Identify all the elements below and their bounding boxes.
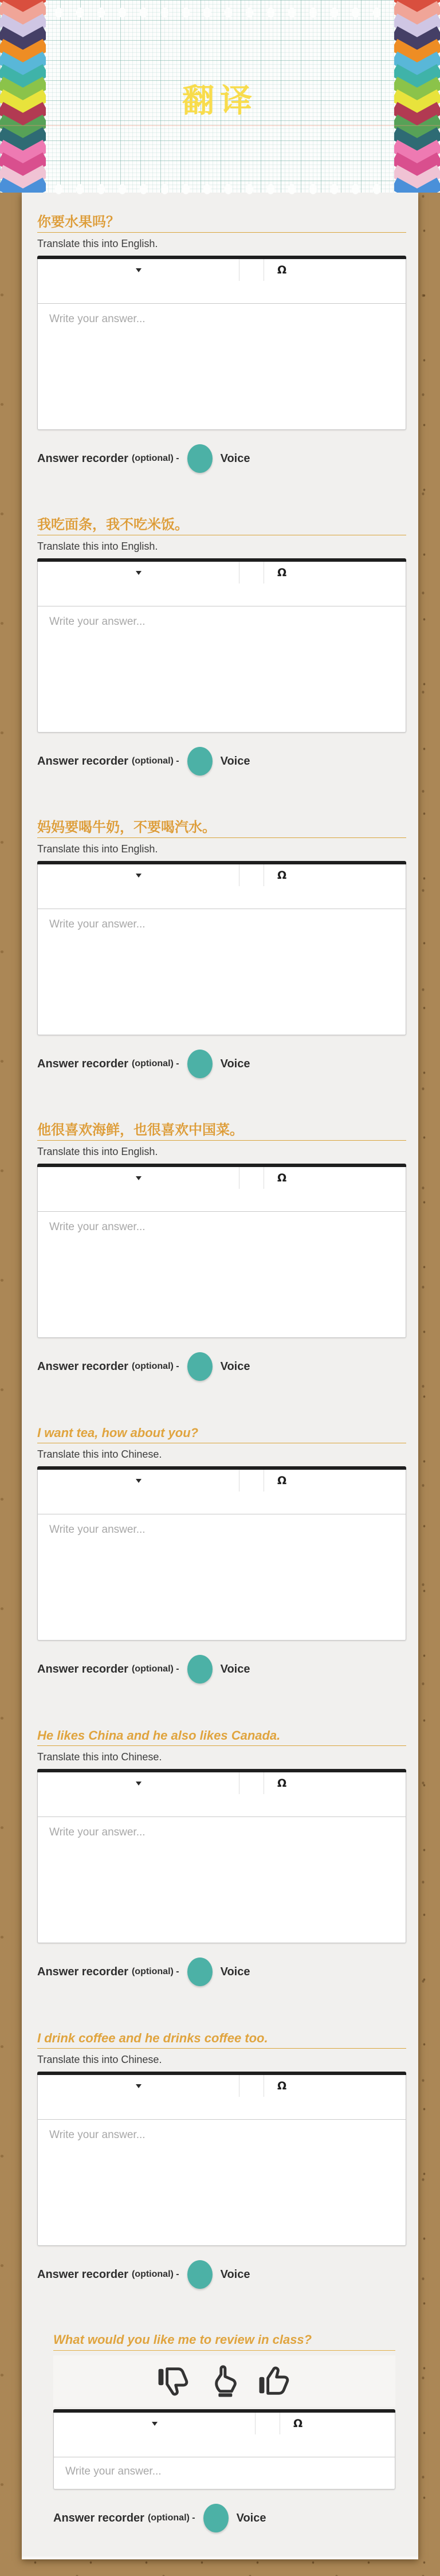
voice-record-button[interactable] (187, 1050, 213, 1078)
recorder-optional-label: (optional) - (131, 1361, 179, 1371)
recorder-label: Answer recorder (37, 1360, 128, 1373)
answer-box (53, 2409, 395, 2489)
answer-textarea[interactable] (38, 909, 406, 1035)
answer-placeholder: Write your answer... (49, 1826, 146, 1838)
paragraph-style-dropdown[interactable] (38, 259, 239, 281)
special-characters-button[interactable]: Ω (272, 259, 292, 281)
answer-box (37, 1769, 406, 1943)
question-title: 你要水果吗？ (37, 214, 120, 230)
thumbs-up-icon[interactable] (257, 2364, 293, 2398)
answer-box (37, 2072, 406, 2246)
special-characters-button[interactable]: Ω (272, 1167, 292, 1189)
worksheet-title: 翻译 (182, 83, 258, 119)
answer-textarea[interactable] (38, 304, 406, 429)
answer-placeholder: Write your answer... (49, 616, 146, 628)
recorder-label: Answer recorder (37, 1662, 128, 1675)
recorder-label: Answer recorder (37, 1057, 128, 1070)
recorder-label: Answer recorder (37, 2268, 128, 2281)
question-section (37, 1424, 406, 1684)
voice-record-button[interactable] (187, 1958, 213, 1986)
paragraph-style-dropdown[interactable] (38, 864, 239, 886)
editor-toolbar (38, 1167, 406, 1189)
question-instruction: Translate this into English. (37, 238, 158, 249)
answer-placeholder: Write your answer... (65, 2465, 162, 2477)
answer-placeholder: Write your answer... (49, 1221, 146, 1233)
paragraph-style-dropdown[interactable] (38, 1772, 239, 1794)
answer-box (37, 256, 406, 430)
recorder-optional-label: (optional) - (131, 2269, 179, 2279)
question-title-divider (37, 1140, 406, 1141)
question-instruction: Translate this into English. (37, 1146, 158, 1157)
voice-label: Voice (220, 1057, 250, 1070)
question-instruction: Translate this into Chinese. (37, 2054, 162, 2065)
answer-box (37, 1164, 406, 1338)
paragraph-style-dropdown[interactable] (38, 1167, 239, 1189)
question-section (37, 2030, 406, 2289)
recorder-optional-label: (optional) - (131, 1664, 179, 1674)
editor-toolbar (38, 1772, 406, 1794)
answer-placeholder: Write your answer... (49, 1524, 146, 1536)
voice-record-button[interactable] (203, 2504, 229, 2532)
answer-textarea[interactable] (38, 1514, 406, 1640)
voice-record-button[interactable] (187, 2260, 213, 2289)
answer-box (37, 558, 406, 733)
recorder-label: Answer recorder (37, 1965, 128, 1978)
answer-placeholder: Write your answer... (49, 2129, 146, 2141)
paragraph-style-dropdown[interactable] (54, 2413, 255, 2434)
answer-recorder-row (37, 444, 406, 473)
question-title: 我吃面条，我不吃米饭。 (37, 517, 188, 533)
editor-toolbar (38, 259, 406, 281)
voice-record-button[interactable] (187, 444, 213, 473)
recorder-optional-label: (optional) - (147, 2513, 195, 2523)
recorder-optional-label: (optional) - (131, 1967, 179, 1976)
torn-edge-bottom (48, 181, 392, 197)
answer-box (37, 1466, 406, 1641)
question-title-divider (37, 1745, 406, 1746)
dropdown-caret-icon (136, 1479, 142, 1486)
recorder-label: Answer recorder (37, 452, 128, 465)
special-characters-button[interactable]: Ω (288, 2413, 308, 2434)
special-characters-button[interactable]: Ω (272, 1772, 292, 1794)
question-list (37, 214, 406, 2289)
question-title: What would you like me to review in class? (53, 2332, 395, 2351)
paragraph-style-dropdown[interactable] (38, 1470, 239, 1491)
question-title: He likes China and he also likes Canada. (37, 1728, 281, 1743)
paragraph-style-dropdown[interactable] (38, 562, 239, 584)
question-instruction: Translate this into English. (37, 843, 158, 855)
special-characters-button[interactable]: Ω (272, 864, 292, 886)
voice-label: Voice (220, 2268, 250, 2281)
answer-recorder-row (37, 1654, 406, 1684)
recorder-optional-label: (optional) - (131, 453, 179, 463)
question-section-review (53, 2332, 395, 2533)
editor-toolbar (38, 2075, 406, 2097)
thumbs-down-icon[interactable] (156, 2364, 192, 2398)
voice-label: Voice (220, 1662, 250, 1675)
editor-toolbar (54, 2413, 395, 2434)
worksheet-card (22, 193, 418, 2559)
question-title: I drink coffee and he drinks coffee too. (37, 2031, 268, 2045)
special-characters-button[interactable]: Ω (272, 562, 292, 584)
question-section (37, 1727, 406, 1987)
editor-toolbar (38, 562, 406, 584)
answer-textarea[interactable] (38, 2120, 406, 2245)
question-instruction: Translate this into English. (37, 541, 158, 552)
answer-recorder-row (37, 1049, 406, 1079)
answer-textarea[interactable] (38, 606, 406, 732)
recorder-label: Answer recorder (53, 2511, 144, 2524)
voice-label: Voice (220, 754, 250, 768)
torn-edge-top (48, 5, 392, 21)
answer-recorder-row (53, 2503, 395, 2533)
question-section (37, 1122, 406, 1381)
voice-label: Voice (220, 1965, 250, 1978)
voice-record-button[interactable] (187, 1655, 213, 1684)
voice-record-button[interactable] (187, 1352, 213, 1381)
question-title-divider (37, 2048, 406, 2049)
answer-recorder-row (37, 2260, 406, 2289)
answer-recorder-row (37, 746, 406, 776)
answer-placeholder: Write your answer... (49, 313, 146, 325)
special-characters-button[interactable]: Ω (272, 2075, 292, 2097)
voice-record-button[interactable] (187, 747, 213, 776)
answer-textarea[interactable] (38, 1212, 406, 1337)
editor-toolbar (38, 864, 406, 886)
voice-label: Voice (220, 452, 250, 465)
answer-textarea[interactable] (38, 1817, 406, 1943)
dropdown-caret-icon (136, 571, 142, 578)
special-characters-button[interactable]: Ω (272, 1470, 292, 1491)
dropdown-caret-icon (136, 874, 142, 880)
recorder-optional-label: (optional) - (131, 756, 179, 766)
question-title: I want tea, how about you? (37, 1426, 199, 1440)
answer-recorder-row (37, 1352, 406, 1381)
question-section (37, 214, 406, 473)
paragraph-style-dropdown[interactable] (38, 2075, 239, 2097)
question-section (37, 516, 406, 776)
answer-placeholder: Write your answer... (49, 918, 146, 930)
dropdown-caret-icon (136, 1176, 142, 1183)
question-title: 妈妈要喝牛奶，不要喝汽水。 (37, 820, 216, 835)
answer-textarea[interactable] (54, 2457, 395, 2489)
question-title-divider (37, 837, 406, 838)
dropdown-caret-icon (136, 2084, 142, 2091)
voice-label: Voice (236, 2511, 266, 2524)
dropdown-caret-icon (136, 268, 142, 275)
neutral-hand-icon[interactable] (207, 2364, 242, 2398)
answer-box (37, 861, 406, 1035)
dropdown-caret-icon (136, 1782, 142, 1788)
recorder-optional-label: (optional) - (131, 1059, 179, 1068)
question-instruction: Translate this into Chinese. (37, 1751, 162, 1763)
question-title: 他很喜欢海鲜，也很喜欢中国菜。 (37, 1122, 243, 1138)
question-title-divider (37, 232, 406, 233)
rating-icons-strip (53, 2355, 395, 2407)
dropdown-caret-icon (152, 2422, 158, 2429)
voice-label: Voice (220, 1360, 250, 1373)
answer-recorder-row (37, 1957, 406, 1987)
worksheet-header (0, 0, 440, 193)
editor-toolbar (38, 1470, 406, 1491)
question-instruction: Translate this into Chinese. (37, 1448, 162, 1460)
toolbar-separator (255, 2413, 256, 2434)
question-section (37, 819, 406, 1079)
recorder-label: Answer recorder (37, 754, 128, 768)
